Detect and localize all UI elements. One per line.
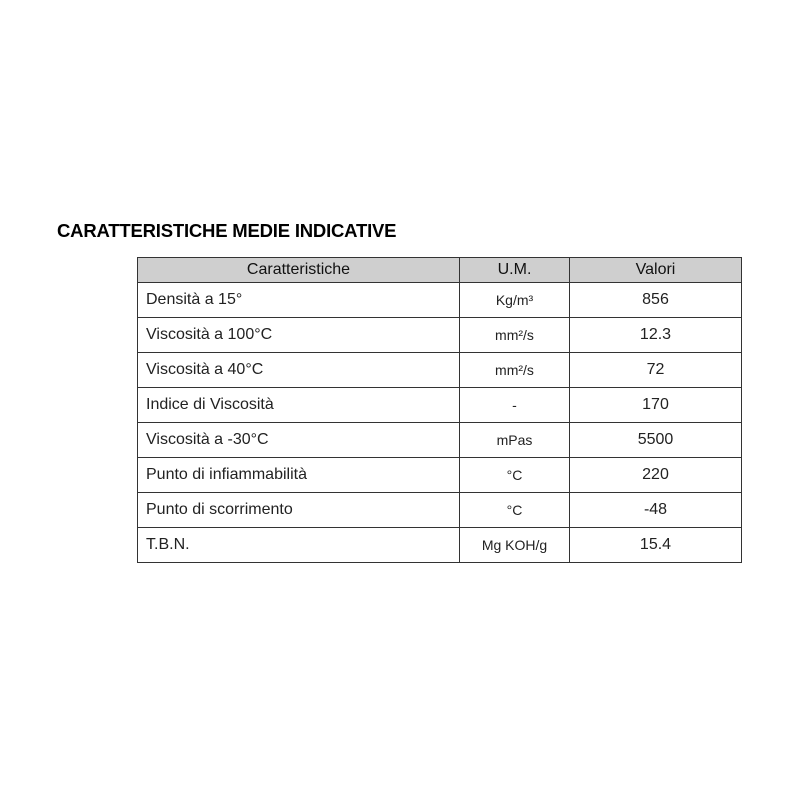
row-value: 15.4: [570, 528, 742, 563]
column-header-values: Valori: [570, 258, 742, 283]
row-unit: Kg/m³: [460, 283, 570, 318]
table-row: [138, 493, 742, 528]
table-row: [138, 423, 742, 458]
page-title: CARATTERISTICHE MEDIE INDICATIVE: [57, 220, 397, 241]
row-name: Viscosità a -30°C: [138, 423, 460, 458]
table-row: [138, 283, 742, 318]
row-value: 220: [570, 458, 742, 493]
row-value: -48: [570, 493, 742, 528]
specifications-table: [137, 257, 742, 563]
table-header-row: [138, 258, 742, 283]
row-value: 170: [570, 388, 742, 423]
table-row: [138, 388, 742, 423]
table-row: [138, 528, 742, 563]
row-unit: Mg KOH/g: [460, 528, 570, 563]
row-unit: mPas: [460, 423, 570, 458]
row-name: Viscosità a 100°C: [138, 318, 460, 353]
row-name: Indice di Viscosità: [138, 388, 460, 423]
row-unit: °C: [460, 493, 570, 528]
table-row: [138, 318, 742, 353]
row-unit: mm²/s: [460, 353, 570, 388]
row-name: T.B.N.: [138, 528, 460, 563]
row-unit: °C: [460, 458, 570, 493]
row-unit: mm²/s: [460, 318, 570, 353]
row-name: Punto di scorrimento: [138, 493, 460, 528]
table-row: [138, 353, 742, 388]
column-header-characteristics: Caratteristiche: [138, 258, 460, 283]
row-value: 856: [570, 283, 742, 318]
row-name: Punto di infiammabilità: [138, 458, 460, 493]
row-value: 12.3: [570, 318, 742, 353]
table-row: [138, 458, 742, 493]
row-value: 72: [570, 353, 742, 388]
column-header-unit: U.M.: [460, 258, 570, 283]
row-unit: -: [460, 388, 570, 423]
row-name: Densità a 15°: [138, 283, 460, 318]
row-value: 5500: [570, 423, 742, 458]
row-name: Viscosità a 40°C: [138, 353, 460, 388]
